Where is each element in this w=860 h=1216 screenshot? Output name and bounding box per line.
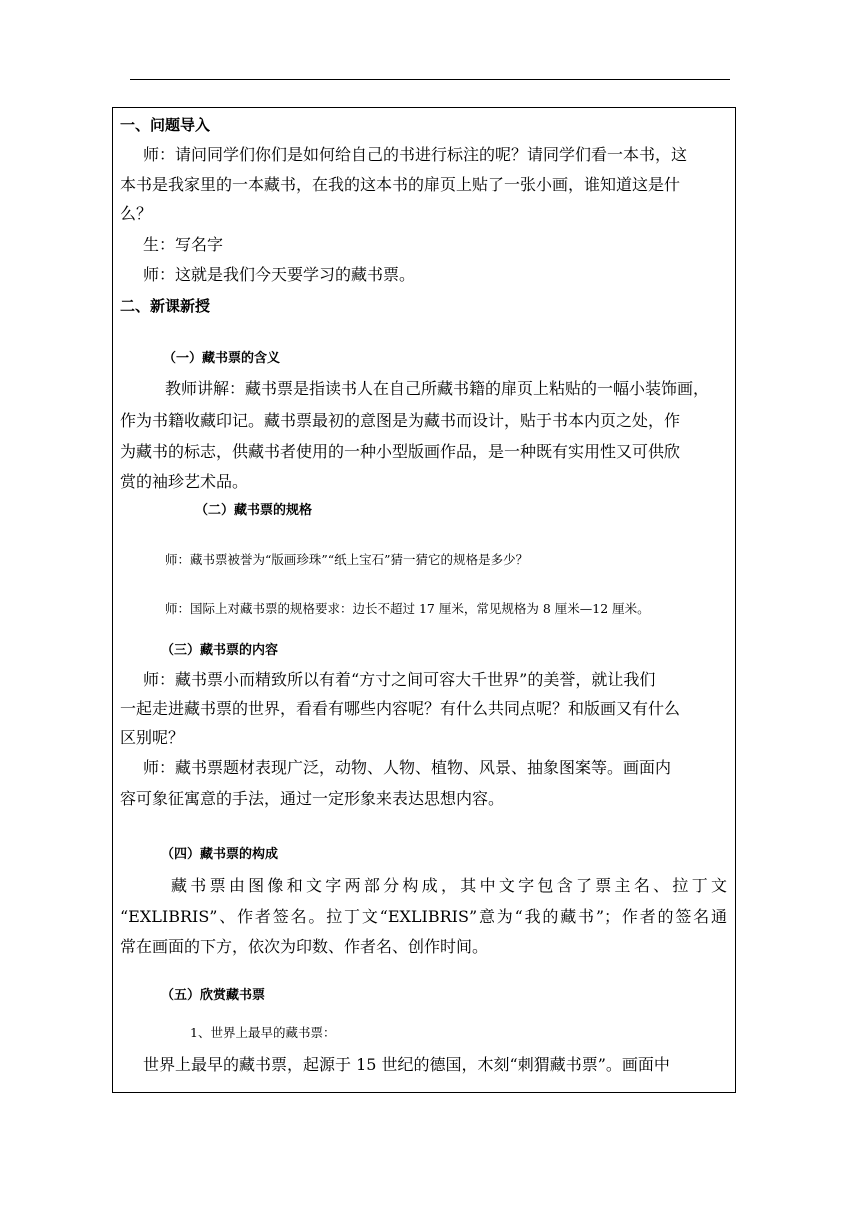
subsection-title: （四）藏书票的构成	[161, 847, 279, 862]
subsection-title: （二）藏书票的规格	[195, 503, 313, 518]
paragraph-line	[120, 909, 727, 925]
paragraph-line: 师：藏书票被誉为“版画珍珠”“纸上宝石”猜一猜它的规格是多少？	[165, 552, 529, 567]
paragraph-line: 一起走进藏书票的世界，看看有哪些内容呢？有什么共同点呢？和版画又有什么	[120, 699, 681, 718]
header-rule	[130, 79, 730, 80]
paragraph-line: 师：请问同学们你们是如何给自己的书进行标注的呢？请同学们看一本书，这	[143, 145, 688, 164]
subsection-title: （五）欣赏藏书票	[161, 988, 266, 1003]
paragraph-line: 师：藏书票题材表现广泛，动物、人物、植物、风景、抽象图案等。画面内	[143, 758, 672, 777]
paragraph-line: 为藏书的标志，供藏书者使用的一种小型版画作品，是一种既有实用性又可供欣	[120, 442, 681, 461]
content-table	[112, 107, 736, 1093]
paragraph-line: 教师讲解：藏书票是指读书人在自己所藏书籍的扉页上粘贴的一幅小装饰画，	[165, 379, 710, 398]
paragraph-line: 师：国际上对藏书票的规格要求：边长不超过 17 厘米，常见规格为 8 厘米—12 厘米。	[165, 601, 650, 616]
paragraph-line: 区别呢？	[120, 728, 185, 747]
paragraph-line: 本书是我家里的一本藏书，在我的这本书的扉页上贴了一张小画，谁知道这是什	[120, 175, 681, 194]
paragraph-line: 么？	[120, 204, 153, 223]
paragraph-line: 世界上最早的藏书票，起源于 15 世纪的德国，木刻“刺猬藏书票”。画面中	[143, 1055, 670, 1074]
teacher-line: 师：这就是我们今天要学习的藏书票。	[143, 265, 416, 284]
section-heading-new-lesson: 二、新课新授	[120, 297, 211, 315]
paragraph-line-text: 藏书票由图像和文字两部分构成，其中文字包含了票主名、拉丁文	[171, 876, 727, 895]
section-heading-intro: 一、问题导入	[120, 116, 211, 134]
paragraph-line-text: “EXLIBRIS”、作者签名。拉丁文“EXLIBRIS”意为“我的藏书”；作者的签名通	[120, 907, 727, 926]
paragraph-line: 作为书籍收藏印记。藏书票最初的意图是为藏书而设计，贴于书本内页之处，作	[120, 411, 681, 430]
subsection-title: （一）藏书票的含义	[163, 351, 281, 366]
list-item: 1、世界上最早的藏书票：	[190, 1025, 336, 1040]
paragraph-line	[171, 878, 727, 894]
student-answer: 生：写名字	[143, 235, 224, 254]
paragraph-line: 赏的袖珍艺术品。	[120, 472, 249, 491]
paragraph-line: 容可象征寓意的手法，通过一定形象来表达思想内容。	[120, 789, 505, 808]
paragraph-line: 常在画面的下方，依次为印数、作者名、创作时间。	[120, 937, 489, 956]
paragraph-line: 师：藏书票小而精致所以有着“方寸之间可容大千世界”的美誉，就让我们	[143, 670, 656, 689]
subsection-title: （三）藏书票的内容	[161, 643, 279, 658]
